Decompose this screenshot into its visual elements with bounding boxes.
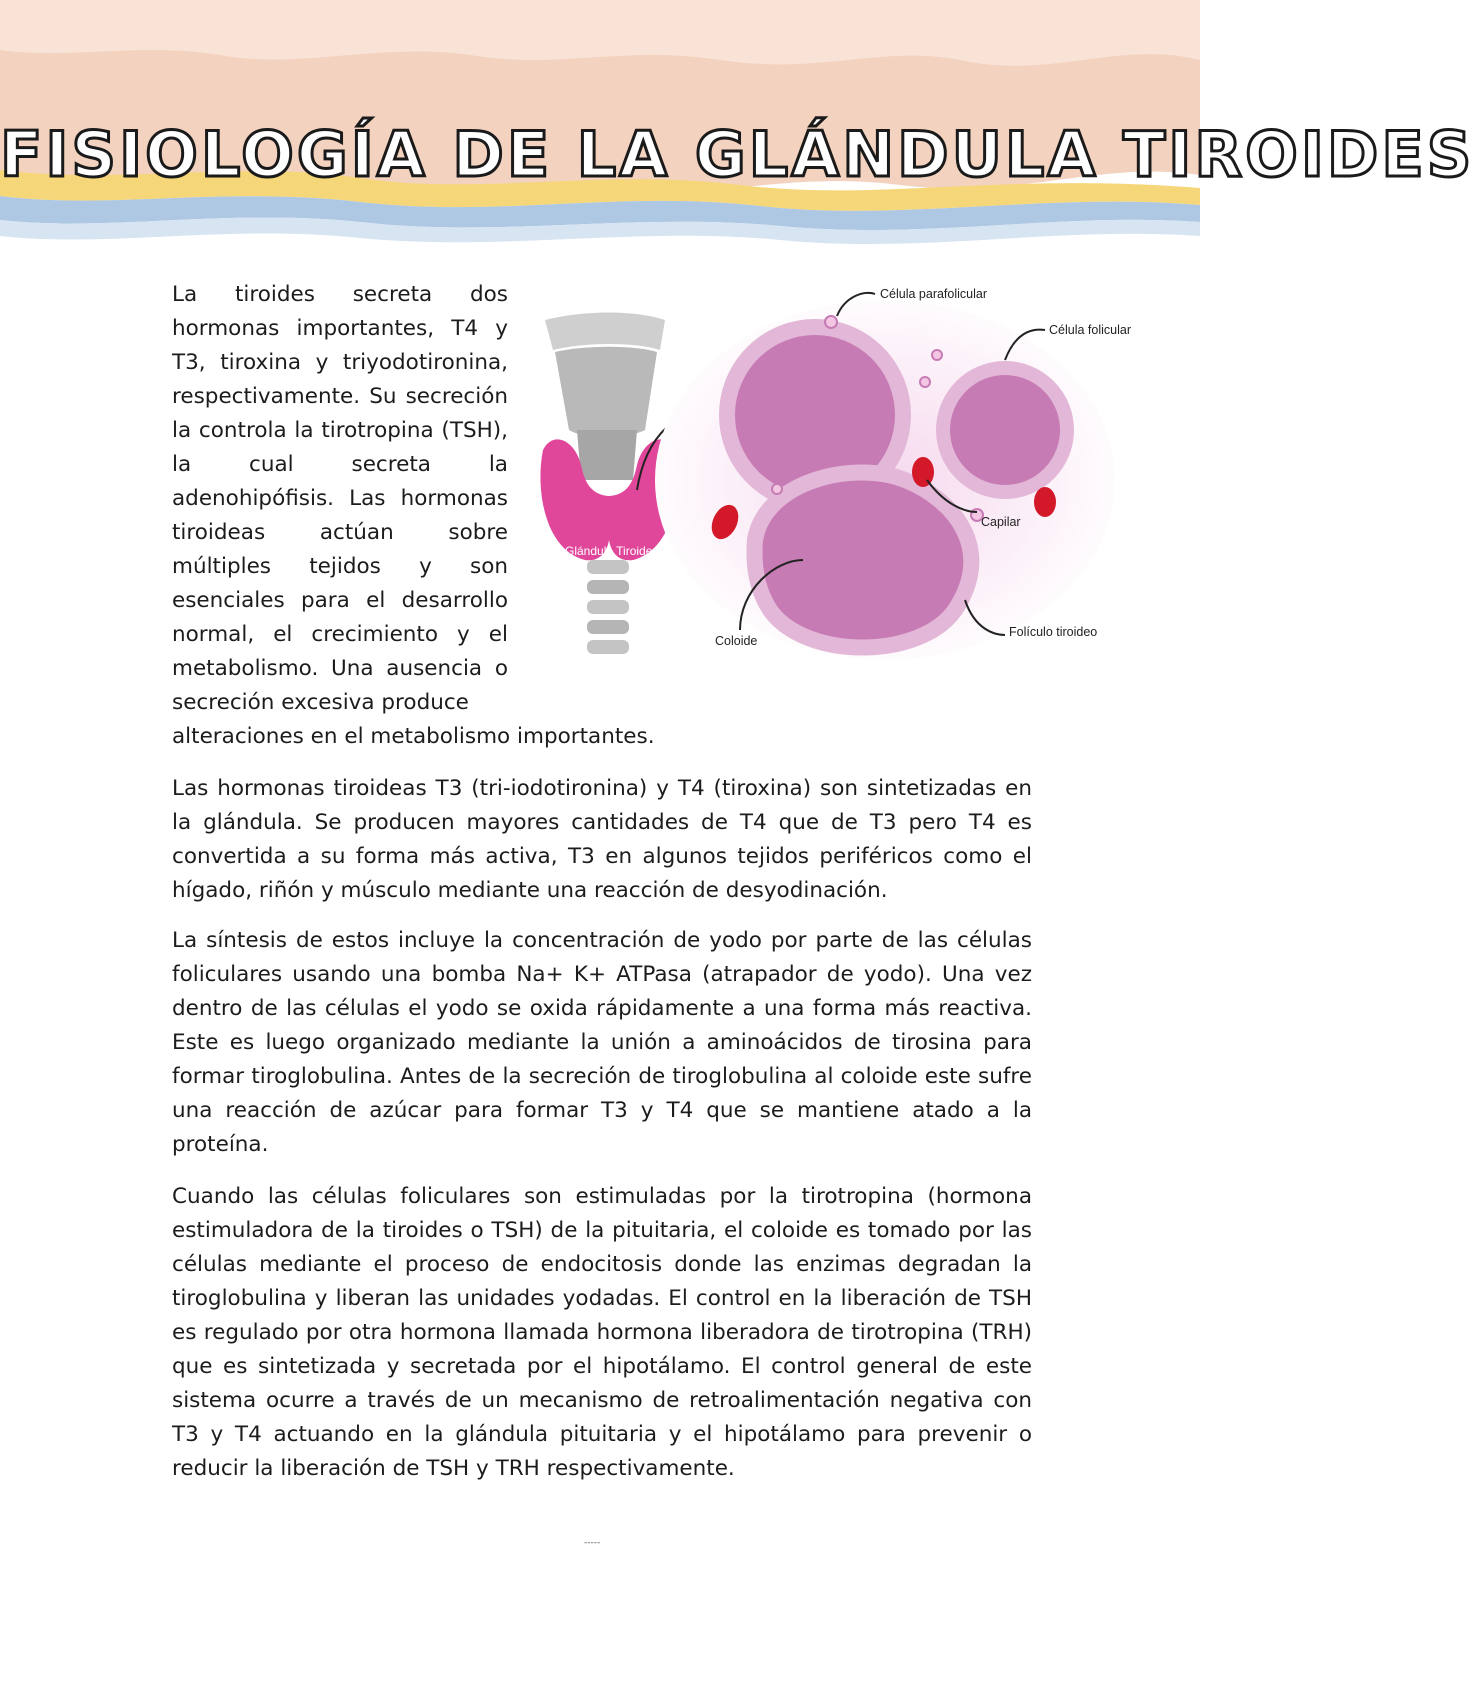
- paragraph-intro-continued: alteraciones en el metabolismo importantes.: [172, 724, 655, 749]
- page-title: FISIOLOGÍA DE LA GLÁNDULA TIROIDES: [0, 118, 1474, 191]
- thyroid-figure: [525, 287, 1131, 690]
- parafollicular-cell: [825, 316, 837, 328]
- label-follicle: Folículo tiroideo: [1009, 625, 1098, 639]
- label-follicular: Célula folicular: [1049, 323, 1131, 337]
- header-banner: [0, 0, 1474, 270]
- parafollicular-cell: [932, 350, 942, 360]
- follicle-diagram: [655, 300, 1115, 660]
- paragraph-synthesis: La síntesis de estos incluye la concentración de yodo por parte de las células foliculares usando una bomba Na+ K+ ATPasa (atrapador de yodo). Una vez dentro de las células el yodo se oxida rápidamente a una forma más reactiva. Este es luego organizado mediante la unión a aminoácidos de tirosina para formar tiroglobulina. Antes de la secreción de tiroglobulina al coloide este sufre una reacción de azúcar para formar T3 y T4 que se mantiene atado a la proteína.: [172, 928, 1032, 1157]
- parafollicular-cell: [772, 484, 782, 494]
- capillary-cell: [912, 457, 934, 487]
- thyroid-illustration: [525, 287, 1131, 690]
- follicle-right: [943, 368, 1067, 492]
- gland-label: Glándula Tiroides: [565, 544, 659, 558]
- parafollicular-cell: [920, 377, 930, 387]
- paragraph-intro: La tiroides secreta dos hormonas importantes, T4 y T3, tiroxina y triyodotironina, respectivamente. Su secreción la controla la tirotropina (TSH), la cual secreta la adenohipófisis. Las hormonas tiroideas actúan sobre múltiples tejidos y son esenciales para el desarrollo normal, el crecimiento y el metabolismo. Una ausencia o secreción excesiva produce: [172, 282, 508, 715]
- follicle-bottom: [755, 473, 972, 648]
- label-parafollicular: Célula parafolicular: [880, 287, 988, 301]
- label-capillary: Capilar: [981, 515, 1021, 529]
- label-colloid: Coloide: [715, 634, 758, 648]
- paragraph-regulation: Cuando las células foliculares son estimuladas por la tirotropina (hormona estimuladora de la tiroides o TSH) de la pituitaria, el coloide es tomado por las células mediante el proceso de endocitosis donde las enzimas degradan la tiroglobulina y liberan las unidades yodadas. El control en la liberación de TSH es regulado por otra hormona llamada hormona liberadora de tirotropina (TRH) que es sintetizada y secretada por el hipotálamo. El control general de este sistema ocurre a través de un mecanismo de retroalimentación negativa con T3 y T4 actuando en la glándula pituitaria y el hipotálamo para prevenir o reducir la liberación de TSH y TRH respectivamente.: [172, 1184, 1032, 1481]
- paragraph-hormones: Las hormonas tiroideas T3 (tri-iodotironina) y T4 (tiroxina) son sintetizadas en la glándula. Se producen mayores cantidades de T4 que de T3 pero T4 es convertida a su forma más activa, T3 en algunos tejidos periféricos como el hígado, riñón y músculo mediante una reacción de desyodinación.: [172, 776, 1032, 903]
- footer-mark: -----: [584, 1538, 601, 1548]
- capillary-cell: [1034, 487, 1056, 517]
